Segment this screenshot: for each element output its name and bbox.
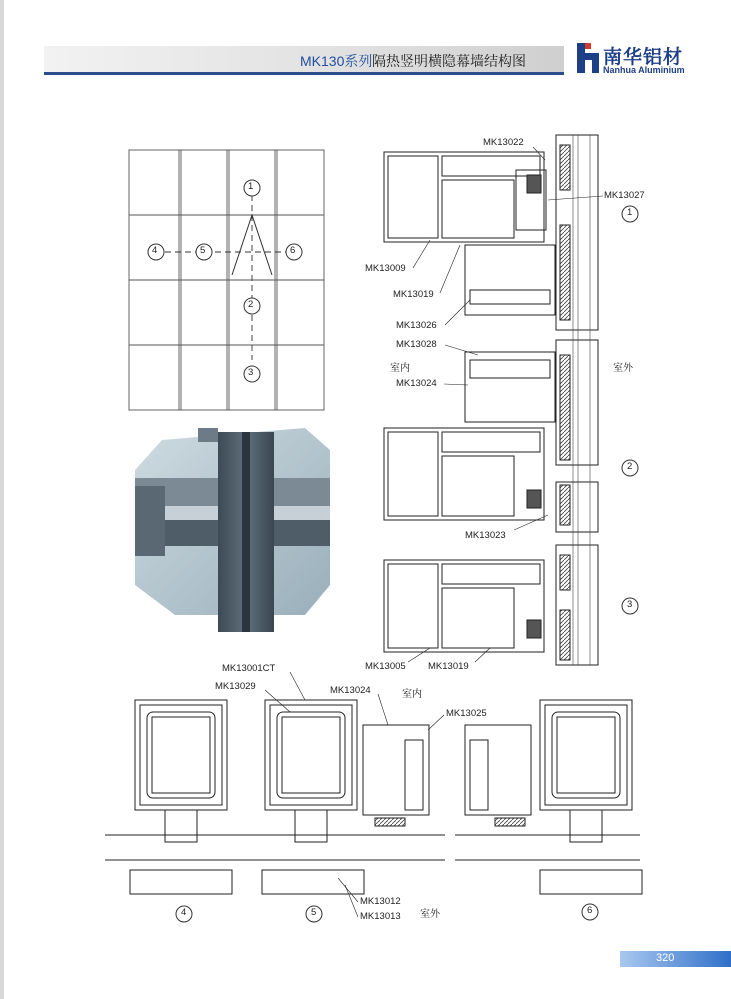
label-mk13022: MK13022 xyxy=(483,137,524,148)
facade-elevation xyxy=(129,150,324,410)
label-mk13026: MK13026 xyxy=(396,320,437,331)
marker-4-label: 4 xyxy=(152,245,158,256)
marker-3-label: 3 xyxy=(248,367,254,378)
corner-3d-render xyxy=(135,428,330,632)
leader-lines-bottom xyxy=(265,672,444,917)
page-title: 隔热竖明横隐幕墙结构图 xyxy=(372,53,526,69)
label-mk13009: MK13009 xyxy=(365,263,406,274)
marker-6-label: 6 xyxy=(290,245,296,256)
label-mk13027: MK13027 xyxy=(604,190,645,201)
label-mk13025: MK13025 xyxy=(446,708,487,719)
label-mk13019-top: MK13019 xyxy=(393,289,434,300)
series-name: MK130系列 xyxy=(300,53,373,69)
label-mk13012: MK13012 xyxy=(360,896,401,907)
label-mk13029: MK13029 xyxy=(215,681,256,692)
label-mk13028: MK13028 xyxy=(396,339,437,350)
section-marker-3-label: 3 xyxy=(627,599,633,610)
leader-lines-right xyxy=(408,147,603,662)
label-mk13024-plan: MK13024 xyxy=(330,685,371,696)
marker-2-label: 2 xyxy=(248,299,254,310)
vertical-section xyxy=(384,135,598,665)
plan-marker-5-label: 5 xyxy=(311,907,317,918)
logo-name-en: Nanhua Aluminium xyxy=(603,65,685,75)
label-mk13024-right: MK13024 xyxy=(396,378,437,389)
page-number-tab xyxy=(620,951,731,967)
label-outdoor-right: 室外 xyxy=(613,363,633,374)
label-indoor-right: 室内 xyxy=(390,363,410,374)
label-indoor-plan: 室内 xyxy=(402,689,422,700)
label-mk13001ct: MK13001CT xyxy=(222,663,276,674)
label-mk13019-bottom: MK13019 xyxy=(428,661,469,672)
label-mk13013: MK13013 xyxy=(360,911,401,922)
horizontal-plans xyxy=(105,700,642,894)
marker-5-label: 5 xyxy=(200,245,206,256)
plan-marker-4-label: 4 xyxy=(181,907,187,918)
logo-name-cn: 南华铝材 xyxy=(603,47,684,68)
label-mk13023: MK13023 xyxy=(465,530,506,541)
label-mk13005: MK13005 xyxy=(365,661,406,672)
label-outdoor-plan: 室外 xyxy=(420,909,440,920)
page-number: 320 xyxy=(656,952,675,964)
section-marker-2-label: 2 xyxy=(627,461,633,472)
plan-marker-6-label: 6 xyxy=(587,905,593,916)
section-marker-1-label: 1 xyxy=(627,207,633,218)
marker-1-label: 1 xyxy=(248,181,254,192)
